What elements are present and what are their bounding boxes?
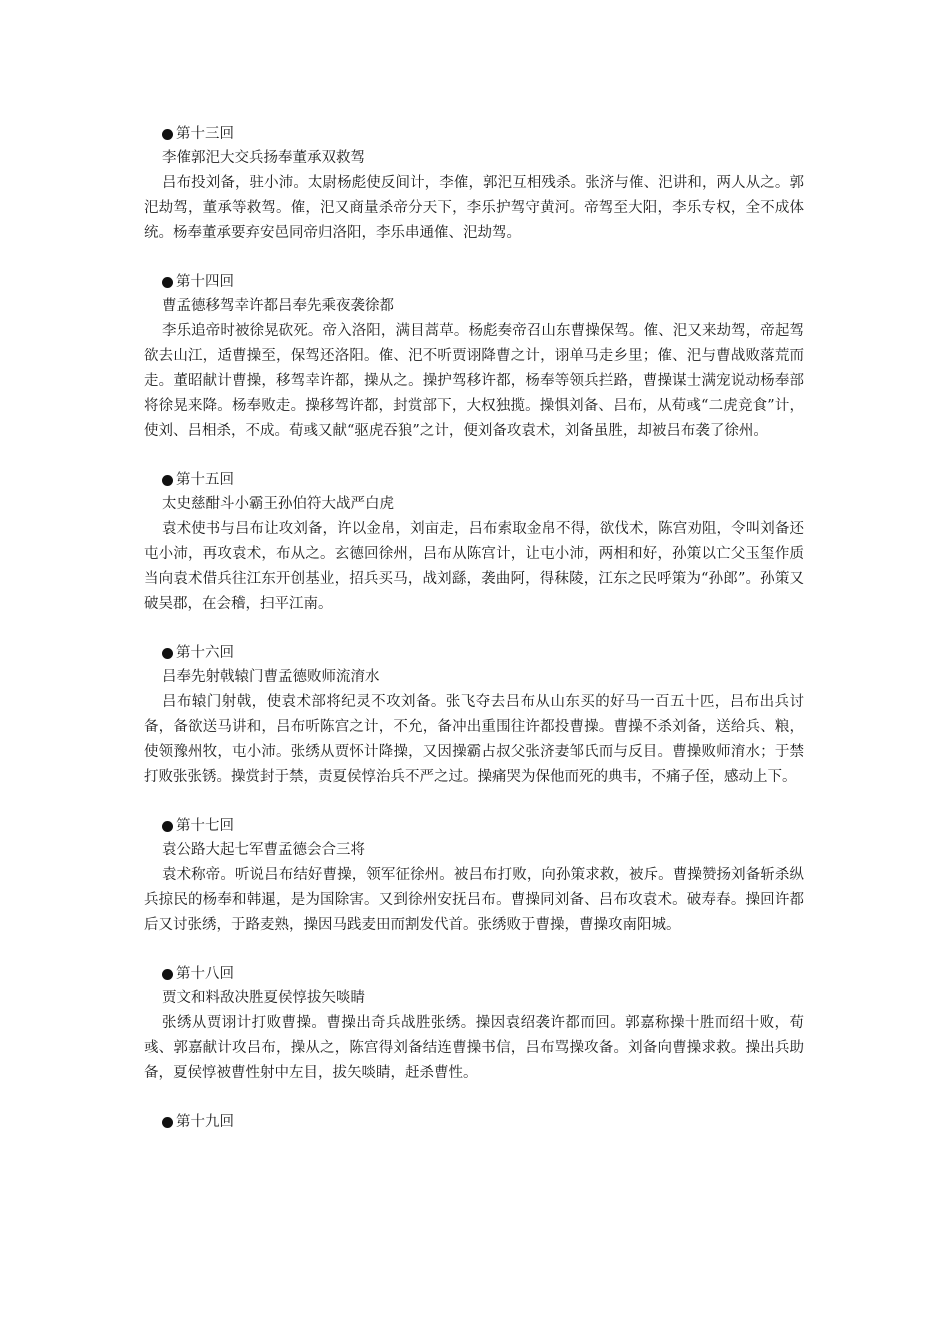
chapter-title: 吕奉先射戟辕门曹孟德败师流淯水 [162,669,380,685]
bullet-icon [162,277,173,288]
chapter-number: 第十三回 [176,126,234,142]
chapter-heading [144,962,804,986]
bullet-icon [162,475,173,486]
chapter-title: 太史慈酣斗小霸王孙伯符大战严白虎 [162,496,394,512]
chapter-heading [144,814,804,838]
chapter-summary: 袁术使书与吕布让攻刘备，许以金帛，刘亩走，吕布索取金帛不得，欲伐术，陈宫劝阻，令叫刘备还屯小沛，再攻袁术，布从之。玄德回徐州，吕布从陈宫计，让屯小沛，两相和好，孙策以亡父玉玺作质当向袁术借兵往江东开创基业，招兵买马，战刘繇，袭曲阿，得秣陵，江东之民呼策为“孙郎”。孙策又破吴郡，在会稽，扫平江南。 [144,521,804,612]
chapter-13 [144,122,804,246]
chapter-summary: 张绣从贾诩计打败曹操。曹操出奇兵战胜张绣。操因袁绍袭许都而回。郭嘉称操十胜而绍十败，荀彧、郭嘉献计攻吕布，操从之，陈宫得刘备结连曹操书信，吕布骂操攻备。刘备向曹操求救。操出兵助备，夏侯惇被曹性射中左目，拔矢啖睛，赶杀曹性。 [144,1015,804,1081]
chapter-number: 第十七回 [176,818,234,834]
chapter-title: 曹孟德移驾幸许都吕奉先乘夜袭徐都 [162,298,394,314]
chapter-19 [144,1110,804,1134]
document-page [144,122,804,1158]
chapter-heading [144,641,804,665]
chapter-summary: 吕布投刘备，驻小沛。太尉杨彪使反间计，李傕，郭汜互相残杀。张济与傕、汜讲和，两人从之。郭汜劫驾，董承等救驾。傕，汜又商量杀帝分天下，李乐护驾守黄河。帝驾至大阳，李乐专权，全不成体统。杨奉董承要弃安邑同帝归洛阳，李乐串通傕、汜劫驾。 [144,175,804,241]
chapter-title: 李傕郭汜大交兵扬奉董承双救驾 [162,150,365,166]
chapter-title: 贾文和料敌决胜夏侯惇拔矢啖睛 [162,990,365,1006]
chapter-18 [144,962,804,1086]
chapter-heading [144,270,804,294]
bullet-icon [162,648,173,659]
chapter-number: 第十六回 [176,645,234,661]
bullet-icon [162,1117,173,1128]
chapter-summary: 吕布辕门射戟，使袁术部将纪灵不攻刘备。张飞夺去吕布从山东买的好马一百五十匹，吕布出兵讨备，备欲送马讲和，吕布听陈宫之计，不允，备冲出重围往许都投曹操。曹操不杀刘备，送给兵、粮，使领豫州牧，屯小沛。张绣从贾怀计降操，又因操霸占叔父张济妻邹氏而与反目。曹操败师淯水；于禁打败张张锈。操赏封于禁，责夏侯惇治兵不严之过。操痛哭为保他而死的典韦，不痛子侄，感动上下。 [144,694,804,785]
chapter-heading [144,468,804,492]
chapter-14 [144,270,804,444]
chapter-17 [144,814,804,938]
chapter-number: 第十九回 [176,1114,234,1130]
chapter-number: 第十五回 [176,472,234,488]
chapter-15 [144,468,804,617]
chapter-heading [144,1110,804,1134]
bullet-icon [162,821,173,832]
chapter-summary: 李乐追帝时被徐晃砍死。帝入洛阳，满目蒿草。杨彪奏帝召山东曹操保驾。傕、汜又来劫驾，帝起驾欲去山江，适曹操至，保驾还洛阳。傕、汜不听贾诩降曹之计，诩单马走乡里；傕、汜与曹战败落荒而走。董昭献计曹操，移驾幸许都，操从之。操护驾移许都，杨奉等领兵拦路，曹操谋士满宠说动杨奉部将徐晃来降。杨奉败走。操移驾许都，封赏部下，大权独揽。操惧刘备、吕布，从荀彧“二虎竞食”计，使刘、吕相杀，不成。荀彧又献“驱虎吞狼”之计，便刘备攻袁术，刘备虽胜，却被吕布袭了徐州。 [144,323,804,439]
chapter-number: 第十四回 [176,274,234,290]
chapter-summary: 袁术称帝。听说吕布结好曹操，领军征徐州。被吕布打败，向孙策求救，被斥。曹操赞扬刘备斩杀纵兵掠民的杨奉和韩暹，是为国除害。又到徐州安抚吕布。曹操同刘备、吕布攻袁术。破寿春。操回许都后又讨张绣，于路麦熟，操因马践麦田而割发代首。张绣败于曹操，曹操攻南阳城。 [144,867,804,933]
chapter-number: 第十八回 [176,966,234,982]
chapter-heading [144,122,804,146]
chapter-title: 袁公路大起七军曹孟德会合三将 [162,842,365,858]
bullet-icon [162,129,173,140]
chapter-16 [144,641,804,790]
bullet-icon [162,969,173,980]
